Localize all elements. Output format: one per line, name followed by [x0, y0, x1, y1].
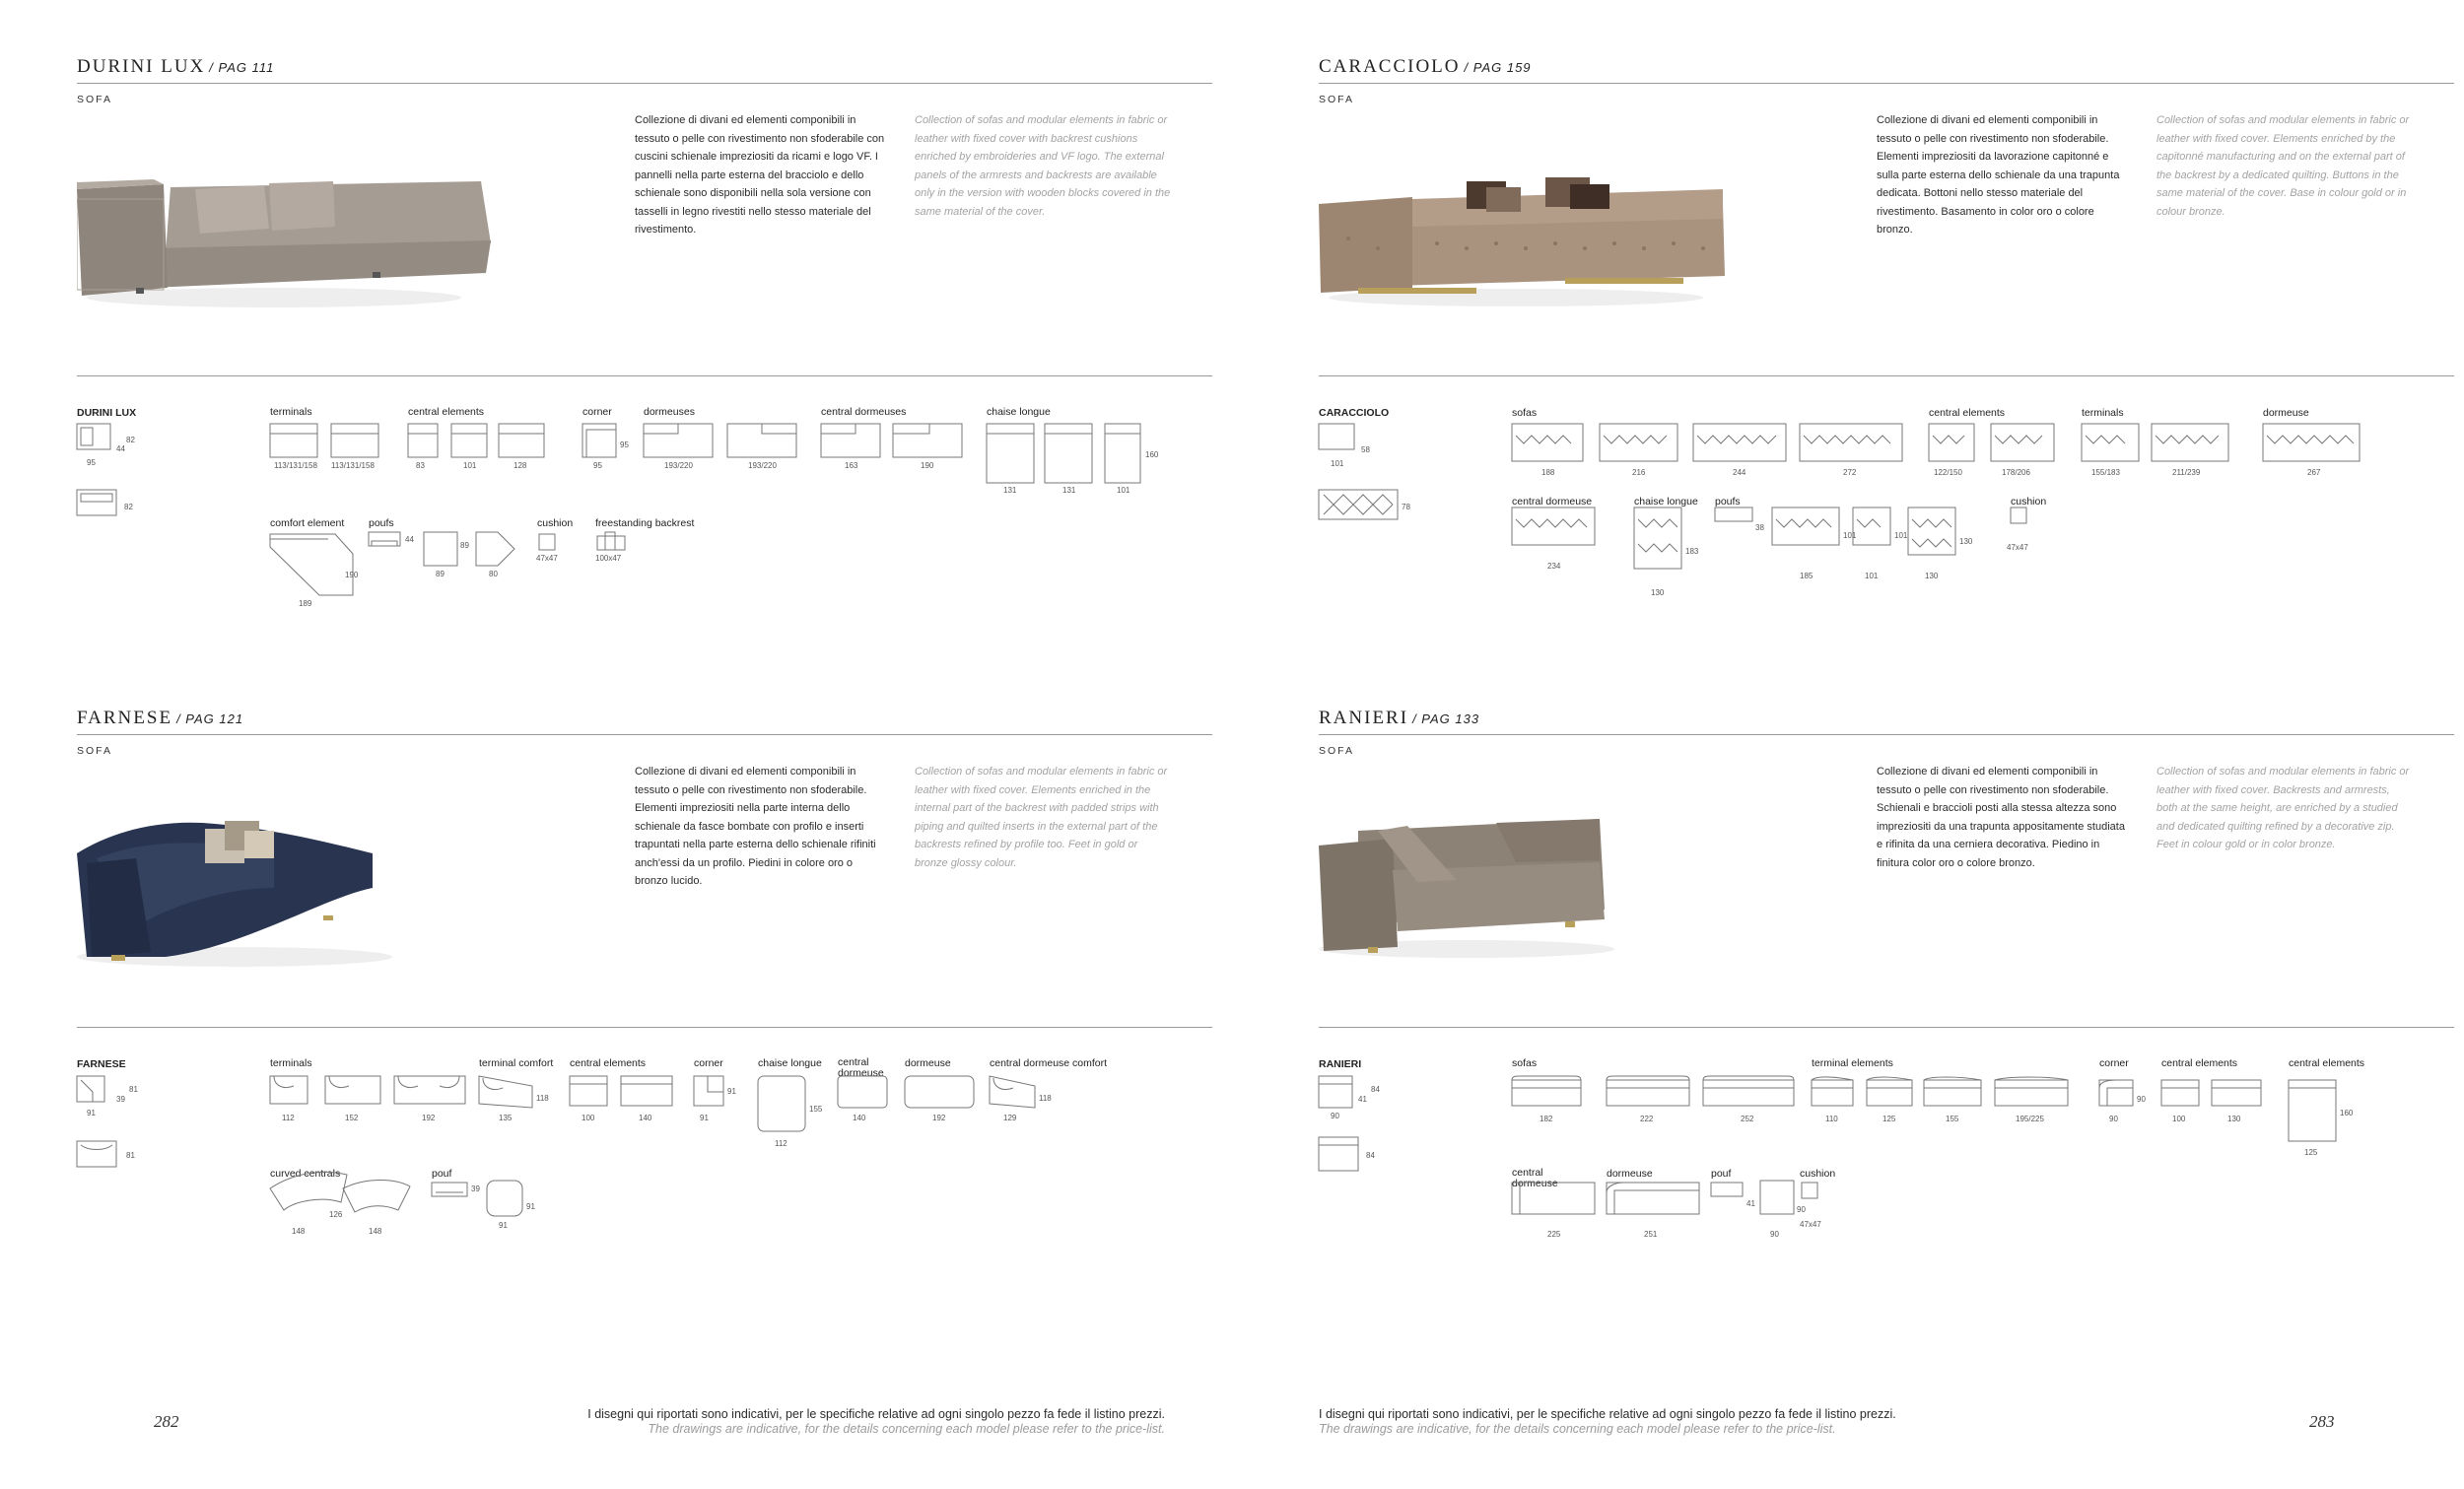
description-english: Collection of sofas and modular elements in fabric or leather with fixed cover. Backrests and armrests, both at the same height, are enriched by a studied and dedicated quilting refined by a decorative zip. Feet in colour gold or in color bronze.: [2156, 766, 2410, 850]
group-label-central-dormeuses: central dormeuses: [821, 406, 907, 418]
dim: 95: [620, 440, 629, 449]
page-number-right: 283: [2309, 1412, 2335, 1431]
group-label-sofas: sofas: [1512, 1057, 1538, 1069]
dim: 225: [1547, 1230, 1561, 1239]
group-label-central-elements-2: central elements: [2289, 1057, 2365, 1069]
dim: 152: [345, 1114, 359, 1122]
dim: 244: [1733, 468, 1746, 477]
footer-note-italian-left: I disegni qui riportati sono indicativi, per le specifiche relative ad ogni singolo pezzo fa fede il listino prezzi.: [587, 1407, 1165, 1421]
dim: 113/131/158: [274, 461, 317, 470]
group-label-central-dormeuse-comfort: central dormeuse comfort: [990, 1057, 1108, 1069]
group-label-pouf: pouf: [432, 1168, 452, 1180]
page-reference[interactable]: / PAG 121: [176, 711, 244, 726]
dim: 91: [526, 1202, 535, 1211]
group-label-terminal-comfort: terminal comfort: [479, 1057, 554, 1069]
module-drawings: [1319, 1072, 2454, 1269]
dim: 130: [1651, 588, 1665, 597]
dim: 83: [416, 461, 425, 470]
dim: 84: [1366, 1151, 1375, 1160]
module-drawings: [77, 421, 1212, 638]
dim: 101: [1331, 459, 1344, 468]
description-english: Collection of sofas and modular elements in fabric or leather with fixed cover. Elements enriched in the internal part of the backrest with padded strips with piping and quilted inserts in the external part of the backrests refined by profile too. Feet in gold or bronze glossy colour.: [915, 766, 1168, 869]
dim: 148: [369, 1227, 382, 1236]
dim: 163: [845, 461, 858, 470]
dim: 251: [1644, 1230, 1658, 1239]
group-label-poufs: poufs: [1715, 496, 1741, 508]
dim: 140: [853, 1114, 866, 1122]
dim: 81: [129, 1085, 138, 1094]
dim: 129: [1003, 1114, 1017, 1122]
page-number-left: 282: [154, 1412, 179, 1431]
dim: 135: [499, 1114, 513, 1122]
tech-model-name: CARACCIOLO: [1319, 407, 1390, 419]
tech-model-name: DURINI LUX: [77, 407, 137, 419]
group-label-corner: corner: [694, 1057, 723, 1069]
group-label-corner: corner: [2099, 1057, 2129, 1069]
dim: 78: [1402, 503, 1410, 511]
dim: 39: [471, 1184, 480, 1193]
section-subtitle: SOFA: [1319, 745, 1355, 757]
dim: 41: [1746, 1199, 1755, 1208]
dim: 234: [1547, 562, 1561, 571]
dim: 118: [1039, 1094, 1052, 1103]
dim: 112: [282, 1114, 295, 1122]
dim: 131: [1062, 486, 1076, 495]
dim: 39: [116, 1095, 125, 1104]
group-label-cushion: cushion: [1800, 1168, 1836, 1180]
dim: 130: [1925, 572, 1939, 580]
dim: 95: [87, 458, 96, 467]
dim: 84: [1371, 1085, 1380, 1094]
dim: 216: [1632, 468, 1646, 477]
dim: 81: [126, 1151, 135, 1160]
group-label-curved-centrals: curved centrals: [270, 1168, 341, 1180]
group-label-terminal-elements: terminal elements: [1812, 1057, 1893, 1069]
group-label-sofas: sofas: [1512, 407, 1538, 419]
group-label-chaise-longue: chaise longue: [1634, 496, 1698, 508]
dim: 190: [345, 571, 359, 579]
group-label-central-elements: central elements: [408, 406, 485, 418]
dim: 113/131/158: [331, 461, 375, 470]
section-title: FARNESE / PAG 121: [77, 708, 244, 728]
dim: 190: [921, 461, 934, 470]
dim: 91: [87, 1109, 96, 1117]
group-label-pouf: pouf: [1711, 1168, 1732, 1180]
dim: 155: [1946, 1115, 1959, 1123]
tech-model-name: FARNESE: [77, 1058, 126, 1070]
dim: 47x47: [536, 554, 558, 563]
description-italian: Collezione di divani ed elementi componibili in tessuto o pelle con rivestimento non sfoderabile. Schienali e braccioli posti alla stessa altezza sono impreziositi da una trapunta appositamente studiata e rifinita da una cerniera decorativa. Piedino in finitura color oro o colore bronzo.: [1877, 766, 2125, 869]
section-subtitle: SOFA: [77, 94, 113, 105]
dim: 47x47: [2007, 543, 2028, 552]
dim: 267: [2307, 468, 2321, 477]
section-ranieri: [1319, 708, 2454, 1338]
dim: 211/239: [2172, 468, 2201, 477]
description-italian: Collezione di divani ed elementi componibili in tessuto o pelle con rivestimento non sfoderabile con cuscini schienale impreziositi da ricami e logo VF. I pannelli nella parte esterna del bracciolo e dello schienale sono disponibili nella sola versione con tasselli in legno rivestiti nello stesso materiale del rivestimento.: [635, 114, 885, 236]
tech-divider: [1319, 375, 2454, 376]
description-english: Collection of sofas and modular elements in fabric or leather with fixed cover with backrest cushions enriched by embroideries and VF logo. The external panels of the armrests and backrests are available only in the version with wooden blocks covered in the same material of the cover.: [915, 114, 1171, 218]
dim: 100: [582, 1114, 595, 1122]
dim: 91: [700, 1114, 709, 1122]
title-divider: [1319, 83, 2454, 84]
dim: 125: [2304, 1148, 2318, 1157]
tech-divider: [1319, 1027, 2454, 1028]
dim: 155: [809, 1105, 823, 1114]
dim: 82: [124, 503, 133, 511]
section-title: RANIERI / PAG 133: [1319, 708, 1480, 728]
dim: 101: [1117, 486, 1130, 495]
dim: 90: [2137, 1095, 2146, 1104]
dim: 188: [1541, 468, 1555, 477]
page-reference[interactable]: / PAG 111: [209, 60, 275, 75]
group-label-freestanding-backrest: freestanding backrest: [595, 517, 695, 529]
dim: 41: [1358, 1095, 1367, 1104]
section-subtitle: SOFA: [77, 745, 113, 757]
description-italian: Collezione di divani ed elementi componibili in tessuto o pelle con rivestimento non sfoderabile. Elementi impreziositi da lavorazione capitonné e sulla parte esterna dello schienale da una trapunta dedicata. Bottoni nello stesso materiale del rivestimento. Basamento in color oro o colore bronzo.: [1877, 114, 2120, 236]
dim: 193/220: [748, 461, 777, 470]
dim: 140: [639, 1114, 652, 1122]
title-divider: [1319, 734, 2454, 735]
group-label-dormeuse: dormeuse: [905, 1057, 951, 1069]
group-label-central-elements: central elements: [1929, 407, 2006, 419]
dim: 118: [536, 1094, 549, 1103]
title-divider: [77, 83, 1212, 84]
dim: 193/220: [664, 461, 693, 470]
section-farnese: [77, 708, 1212, 1338]
dim: 90: [1331, 1112, 1339, 1120]
group-label-central-dormeuse: central dormeuse: [1512, 496, 1593, 508]
dim: 91: [499, 1221, 508, 1230]
sofa-photo: [77, 794, 491, 981]
dim: 101: [1865, 572, 1879, 580]
dim: 272: [1843, 468, 1857, 477]
group-label-cushion: cushion: [537, 517, 574, 529]
dim: 82: [126, 436, 135, 444]
group-label-chaise-longue: chaise longue: [758, 1057, 822, 1069]
section-durini-lux: [77, 56, 1212, 687]
dim: 80: [489, 570, 498, 578]
section-subtitle: SOFA: [1319, 94, 1355, 105]
dim: 95: [593, 461, 602, 470]
tech-divider: [77, 375, 1212, 376]
tech-model-name: RANIERI: [1319, 1058, 1362, 1070]
tech-divider: [77, 1027, 1212, 1028]
dim: 44: [405, 535, 414, 544]
group-label-chaise-longue: chaise longue: [987, 406, 1051, 418]
footer-note-english-right: The drawings are indicative, for the details concerning each model please refer to the price-list.: [1319, 1422, 1836, 1436]
dim: 47x47: [1800, 1220, 1821, 1229]
group-label-central-elements: central elements: [2161, 1057, 2238, 1069]
dim: 128: [513, 461, 527, 470]
group-label-dormeuse: dormeuse: [2263, 407, 2309, 419]
dim: 100: [2172, 1115, 2186, 1123]
dim: 185: [1800, 572, 1814, 580]
group-label-cushion: cushion: [2011, 496, 2047, 508]
group-label-central-elements: central elements: [570, 1057, 647, 1069]
dim: 101: [1843, 531, 1857, 540]
group-label-terminals: terminals: [270, 406, 312, 418]
dim: 91: [727, 1087, 736, 1096]
group-label-corner: corner: [582, 406, 612, 418]
footer-note-english-left: The drawings are indicative, for the details concerning each model please refer to the price-list.: [648, 1422, 1165, 1436]
dim: 101: [463, 461, 477, 470]
dim: 131: [1003, 486, 1017, 495]
footer-note-italian-right: I disegni qui riportati sono indicativi, per le specifiche relative ad ogni singolo pezzo fa fede il listino prezzi.: [1319, 1407, 1896, 1421]
group-label-terminals: terminals: [270, 1057, 312, 1069]
sofa-photo: [1319, 150, 1733, 327]
section-caracciolo: [1319, 56, 2454, 687]
group-label-comfort-element: comfort element: [270, 517, 345, 529]
dim: 89: [436, 570, 445, 578]
dim: 130: [2227, 1115, 2241, 1123]
dim: 252: [1741, 1115, 1754, 1123]
dim: 122/150: [1934, 468, 1962, 477]
dim: 192: [422, 1114, 436, 1122]
dim: 192: [932, 1114, 946, 1122]
dim: 90: [2109, 1115, 2118, 1123]
dim: 110: [1825, 1115, 1838, 1123]
dim: 222: [1640, 1115, 1654, 1123]
dim: 130: [1959, 537, 1973, 546]
description-english: Collection of sofas and modular elements in fabric or leather with fixed cover. Elements enriched by the capitonné manufacturing and on the external part of the backrest by a dedicated quilting. Buttons in the same material of the cover. Base in colour gold or in colour bronze.: [2156, 114, 2410, 218]
dim: 182: [1540, 1115, 1553, 1123]
dim: 44: [116, 444, 125, 453]
description-italian: Collezione di divani ed elementi componibili in tessuto o pelle con rivestimento non sfoderabile. Elementi impreziositi nella parte interna dello schienale da fasce bombate con profilo e inserti trapuntati nella parte esterna dello schienale rifiniti anch'essi da un profilo. Piedini in colore oro o bronzo lucido.: [635, 766, 876, 887]
dim: 90: [1797, 1205, 1806, 1214]
dim: 126: [329, 1210, 343, 1219]
dim: 125: [1882, 1115, 1896, 1123]
group-label-central-dormeuse: central dormeuse: [838, 1056, 884, 1079]
dim: 100x47: [595, 554, 622, 563]
section-title: DURINI LUX / PAG 111: [77, 56, 275, 77]
dim: 160: [1145, 450, 1159, 459]
page-reference[interactable]: / PAG 159: [1464, 60, 1532, 75]
dim: 58: [1361, 445, 1370, 454]
dim: 195/225: [2016, 1115, 2044, 1123]
dim: 183: [1685, 547, 1699, 556]
dim: 155/183: [2091, 468, 2120, 477]
dim: 38: [1755, 523, 1764, 532]
dim: 112: [775, 1139, 787, 1148]
section-title: CARACCIOLO / PAG 159: [1319, 56, 1532, 77]
group-label-poufs: poufs: [369, 517, 394, 529]
dim: 160: [2340, 1109, 2354, 1117]
dim: 89: [460, 541, 469, 550]
dim: 148: [292, 1227, 306, 1236]
dim: 101: [1894, 531, 1908, 540]
module-drawings: [1319, 421, 2454, 618]
dim: 178/206: [2002, 468, 2030, 477]
sofa-photo: [1319, 801, 1733, 979]
dim: 90: [1770, 1230, 1779, 1239]
dim: 189: [299, 599, 312, 608]
title-divider: [77, 734, 1212, 735]
group-label-dormeuse: dormeuse: [1607, 1168, 1653, 1180]
page-reference[interactable]: / PAG 133: [1412, 711, 1480, 726]
group-label-dormeuses: dormeuses: [644, 406, 695, 418]
group-label-terminals: terminals: [2082, 407, 2124, 419]
sofa-photo: [77, 150, 491, 327]
group-label-central-dormeuse: central dormeuse: [1512, 1167, 1558, 1189]
